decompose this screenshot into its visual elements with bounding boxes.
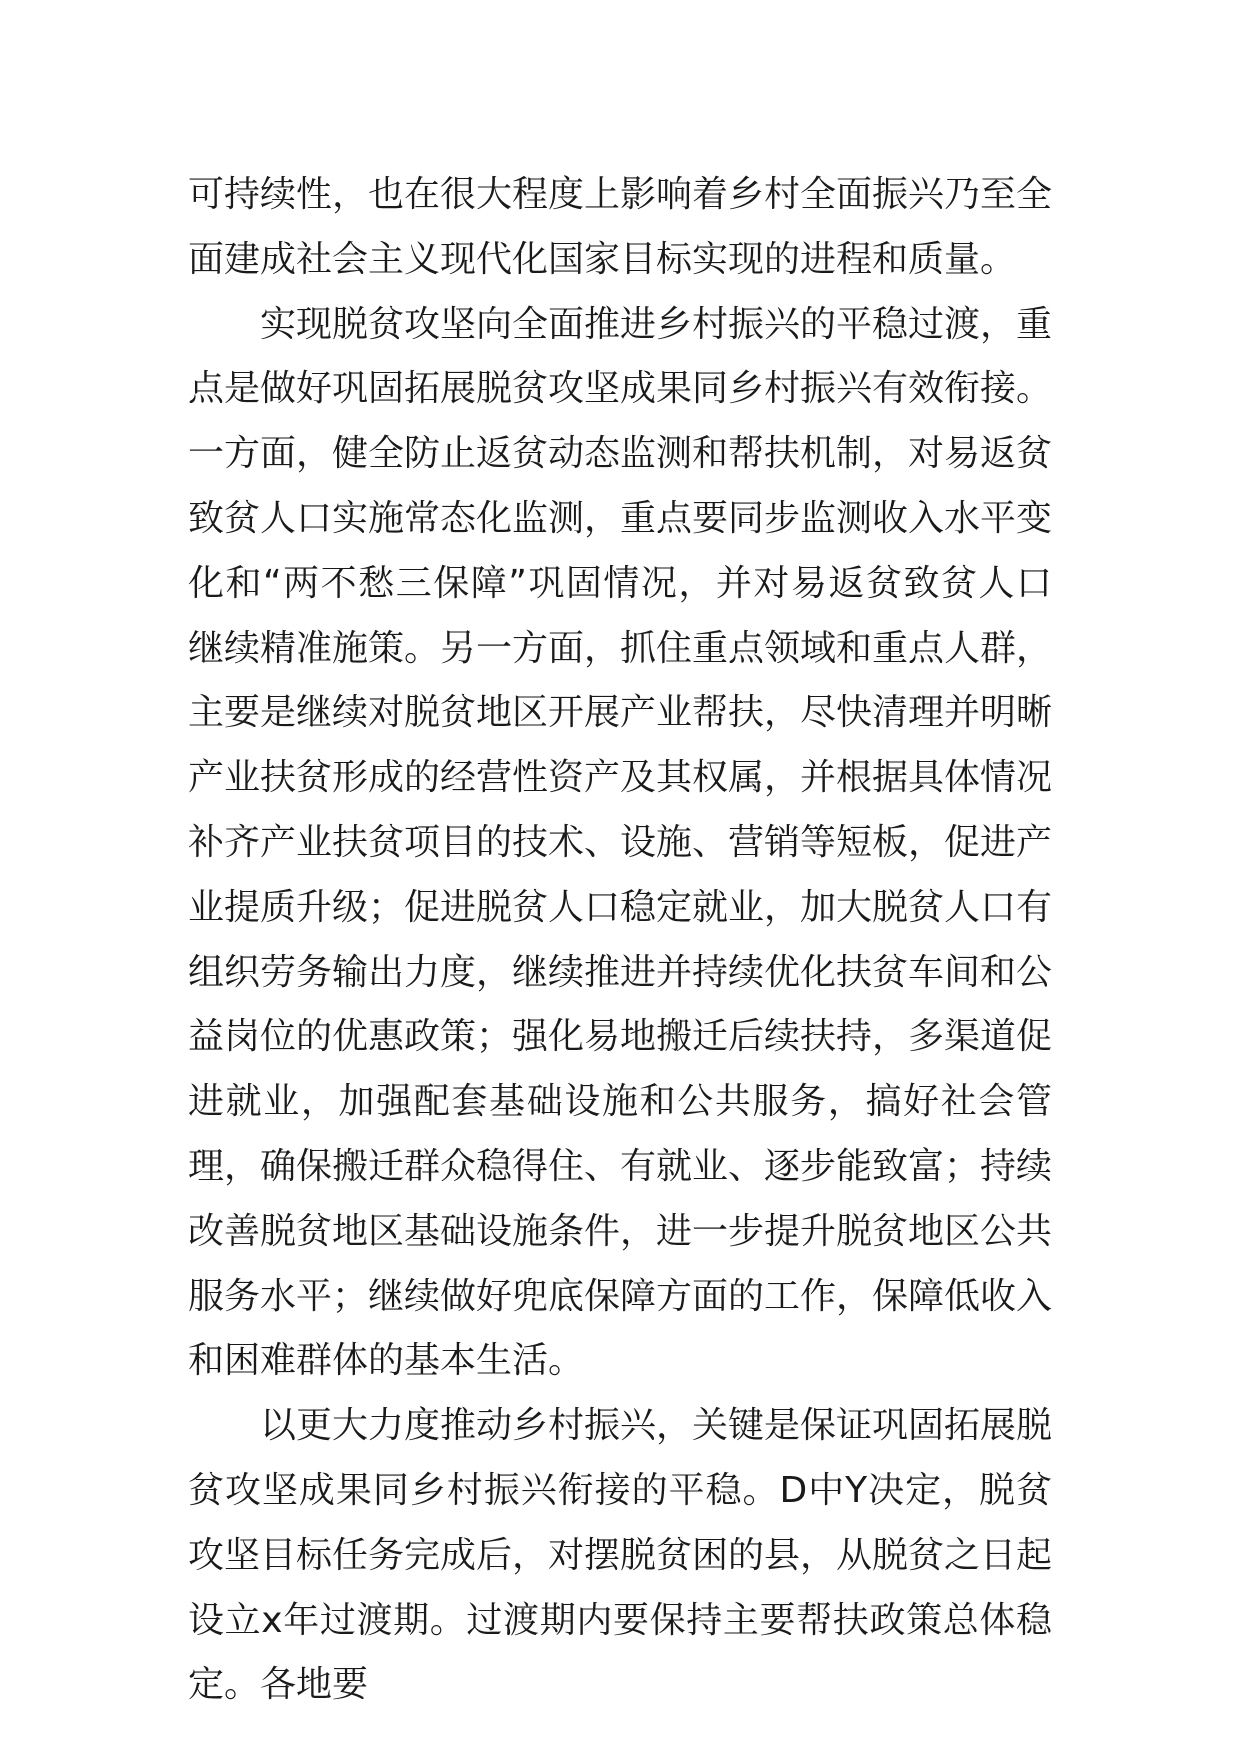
- document-body: [188, 163, 1052, 1718]
- paragraph-continuation: 可持续性，也在很大程度上影响着乡村全面振兴乃至全面建成社会主义现代化国家目标实现的进程和质量。: [188, 174, 1053, 280]
- paragraph-transition-focus: 实现脱贫攻坚向全面推进乡村振兴的平稳过渡，重点是做好巩固拓展脱贫攻坚成果同乡村振兴有效衔接。一方面，健全防止返贫动态监测和帮扶机制，对易返贫致贫人口实施常态化监测，重点要同步监测收入水平变化和“两不愁三保障”巩固情况，并对易返贫致贫人口继续精准施策。另一方面，抓住重点领域和重点人群，主要是继续对脱贫地区开展产业帮扶，尽快清理并明晰产业扶贫形成的经营性资产及其权属，并根据具体情况补齐产业扶贫项目的技术、设施、营销等短板，促进产业提质升级；促进脱贫人口稳定就业，加大脱贫人口有组织劳务输出力度，继续推进并持续优化扶贫车间和公益岗位的优惠政策；强化易地搬迁后续扶持，多渠道促进就业，加强配套基础设施和公共服务，搞好社会管理，确保搬迁群众稳得住、有就业、逐步能致富；持续改善脱贫地区基础设施条件，进一步提升脱贫地区公共服务水平；继续做好兜底保障方面的工作，保障低收入和困难群体的基本生活。: [188, 303, 1053, 1382]
- paragraph-rural-revitalization: 以更大力度推动乡村振兴，关键是保证巩固拓展脱贫攻坚成果同乡村振兴衔接的平稳。D中Y决定，脱贫攻坚目标任务完成后，对摆脱贫困的县，从脱贫之日起设立x年过渡期。过渡期内要保持主要帮扶政策总体稳定。各地要: [188, 1405, 1053, 1706]
